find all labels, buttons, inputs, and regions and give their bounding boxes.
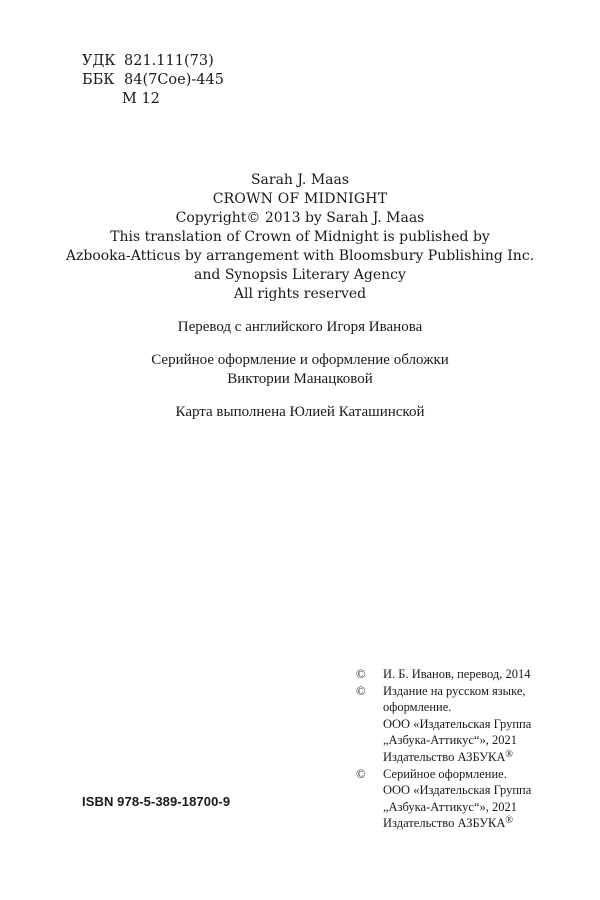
notice-line: Серийное оформление. — [383, 766, 507, 781]
registered-mark-icon: ® — [505, 815, 514, 827]
bbk-value: 84(7Сое)-445 — [124, 72, 224, 88]
udk-value: 821.111(73) — [124, 53, 214, 69]
notice-line: Издание на русском языке, — [383, 683, 526, 698]
credits-block — [0, 171, 600, 422]
copyright-notice — [356, 666, 531, 683]
isbn: ISBN 978-5-389-18700-9 — [82, 794, 231, 809]
copyright-notice — [356, 766, 531, 832]
copyright-icon: © — [356, 766, 366, 781]
notice-line: ООО «Издательская Группа — [383, 783, 532, 798]
author-name: Sarah J. Maas — [250, 172, 350, 188]
classification-block — [82, 52, 224, 109]
notice-line: Издательство АЗБУКА — [383, 749, 506, 764]
copyright-notices — [356, 666, 531, 832]
design-line: Виктории Манацковой — [227, 371, 373, 387]
copyright-notice — [356, 683, 531, 766]
translation-line: and Synopsis Literary Agency — [194, 267, 406, 283]
author-mark: М 12 — [122, 91, 160, 107]
copyright-line: Copyright© 2013 by Sarah J. Maas — [175, 210, 425, 226]
udk-row — [82, 52, 224, 71]
notice-line: И. Б. Иванов, перевод, 2014 — [383, 667, 531, 681]
notice-line: „Азбука-Аттикус“», 2021 — [383, 733, 518, 748]
map-credit-line: Карта выполнена Юлией Каташинской — [175, 404, 425, 420]
notice-line: Издательство АЗБУКА — [383, 816, 506, 831]
translation-line: Azbooka-Atticus by arrangement with Bloomsbury Publishing Inc. — [65, 248, 535, 264]
rights-line: All rights reserved — [233, 286, 367, 302]
book-title: CROWN OF MIDNIGHT — [212, 191, 388, 207]
notice-line: „Азбука-Аттикус“», 2021 — [383, 799, 518, 814]
copyright-icon: © — [356, 667, 366, 681]
notice-line: ООО «Издательская Группа — [383, 716, 532, 731]
translation-line: This translation of Crown of Midnight is published by — [110, 229, 490, 245]
notice-line: оформление. — [383, 700, 452, 715]
copyright-icon: © — [356, 683, 366, 698]
registered-mark-icon: ® — [505, 748, 514, 760]
bbk-label: ББК — [82, 72, 115, 88]
bbk-row — [82, 71, 224, 90]
design-line: Серийное оформление и оформление обложки — [151, 352, 449, 368]
udk-label: УДК — [82, 53, 116, 69]
translator-line: Перевод с английского Игоря Иванова — [177, 319, 423, 335]
